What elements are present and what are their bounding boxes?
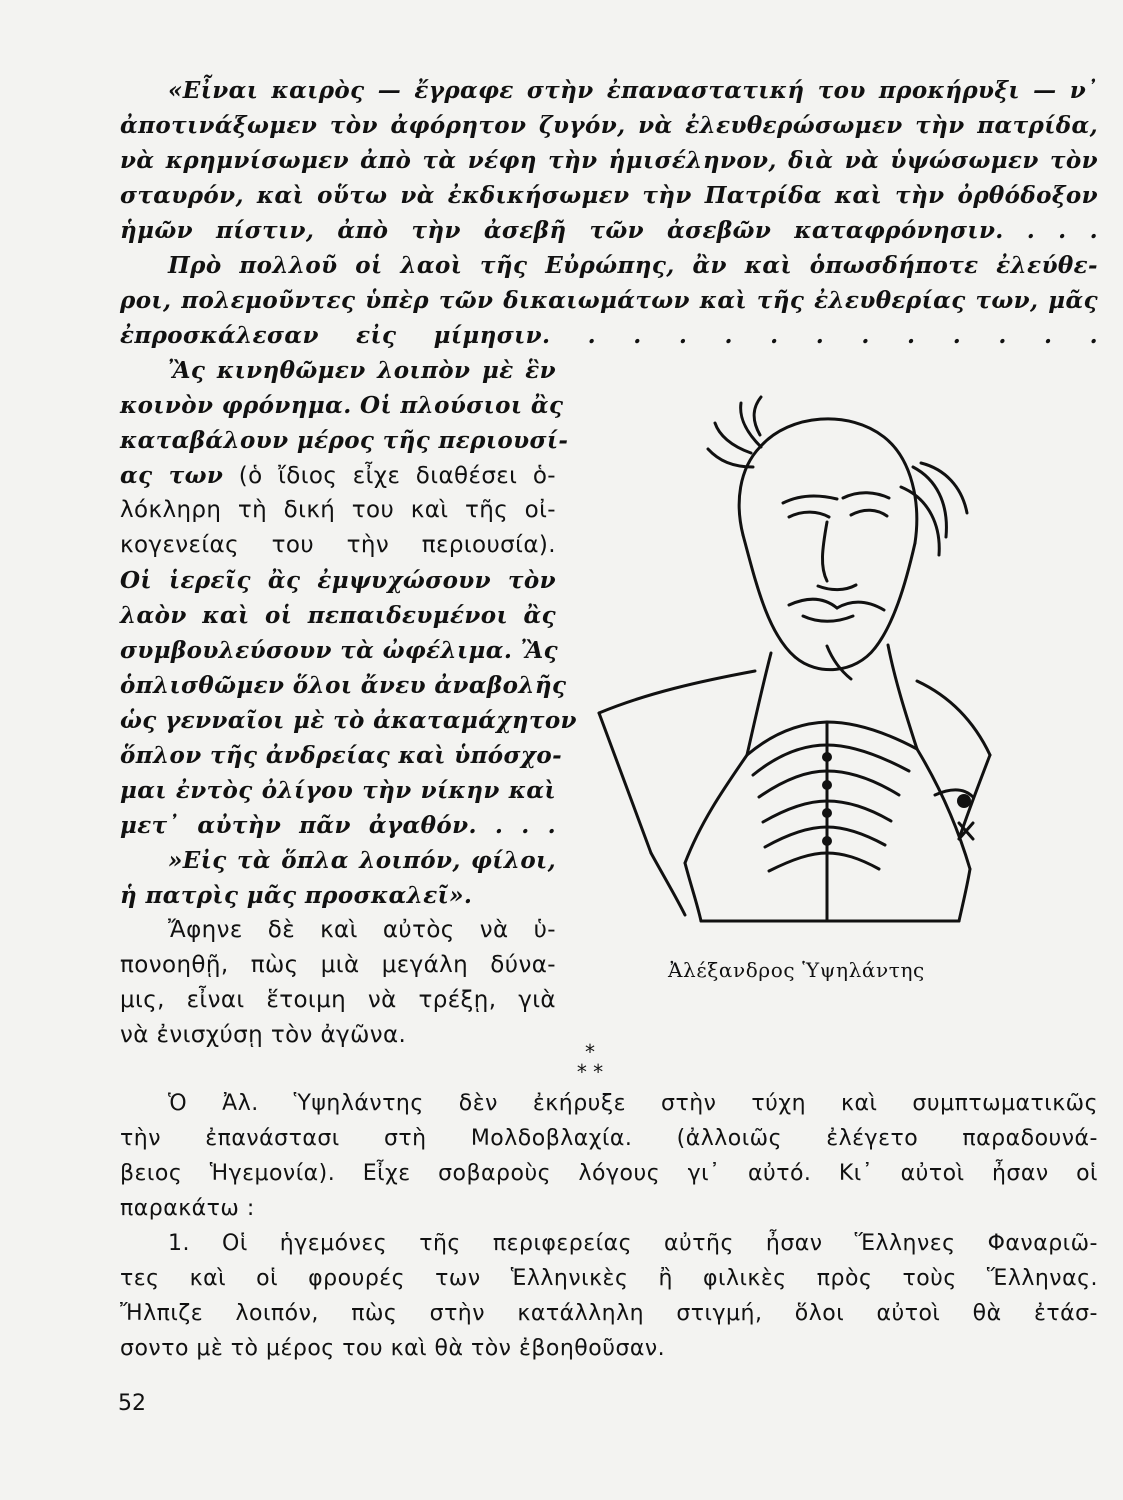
left-line-6: κογενείας του τὴν περιουσία). <box>120 532 556 558</box>
bottom-line-7: Ἤλπιζε λοιπόν, πὼς στὴν κατάλληλη στιγμή, ὅλοι αὐτοὶ θὰ ἐτάσ- <box>120 1301 1098 1326</box>
top-line-7: ροι, πολεμοῦντες ὑπὲρ τῶν δικαιωμάτων καὶ τῆς ἐλευθερίας των, μᾶς <box>120 287 1098 314</box>
bottom-line-1: Ὁ Ἀλ. Ὑψηλάντης δὲν ἐκήρυξε στὴν τύχη καὶ συμπτωματικῶς <box>168 1091 1098 1116</box>
bottom-line-5: 1. Οἱ ἡγεμόνες τῆς περιφερείας αὐτῆς ἦσαν Ἕλληνες Φαναριῶ- <box>168 1231 1098 1256</box>
separator-stars-bottom: * * <box>576 1060 604 1084</box>
top-line-3: νὰ κρημνίσωμεν ἀπὸ τὰ νέφη τὴν ἡμισέληνον, διὰ νὰ ὑψώσωμεν τὸν <box>120 147 1098 174</box>
separator-star-top: * <box>585 1040 595 1064</box>
left-line-17: Ἄφηνε δὲ καὶ αὐτὸς νὰ ὑ- <box>168 917 556 943</box>
left-line-19: μις, εἶναι ἕτοιμη νὰ τρέξῃ, γιὰ <box>120 987 556 1013</box>
left-line-10: ὁπλισθῶμεν ὅλοι ἄνευ ἀναβολῆς <box>120 672 567 699</box>
left-line-4-italic: ας των <box>120 462 224 489</box>
left-line-14: μετ᾽ αὐτὴν πᾶν ἀγαθόν. . . . <box>120 812 556 839</box>
left-line-7: Οἱ ἱερεῖς ἂς ἐμψυχώσουν τὸν <box>120 567 556 594</box>
bottom-line-6: τες καὶ οἱ φρουρές των Ἑλληνικὲς ἢ φιλικὲς πρὸς τοὺς Ἕλληνας. <box>120 1266 1098 1291</box>
top-line-5: ἡμῶν πίστιν, ἀπὸ τὴν ἀσεβῆ τῶν ἀσεβῶν καταφρόνησιν. . . . <box>120 217 1098 244</box>
top-line-1: «Εἶναι καιρὸς — ἔγραφε στὴν ἐπαναστατική του προκήρυξι — ν᾽ <box>168 77 1098 104</box>
left-line-2: κοινὸν φρόνημα. Οἱ πλούσιοι ἂς <box>120 392 564 419</box>
bottom-line-8: σοντο μὲ τὸ μέρος του καὶ θὰ τὸν ἐβοηθοῦσαν. <box>120 1336 666 1361</box>
left-line-1: Ἂς κινηθῶμεν λοιπὸν μὲ ἓν <box>168 357 556 384</box>
top-line-6: Πρὸ πολλοῦ οἱ λαοὶ τῆς Εὐρώπης, ἂν καὶ ὁπωσδήποτε ἐλεύθε- <box>168 252 1098 279</box>
left-line-4 <box>120 464 556 488</box>
portrait-linework <box>599 397 990 921</box>
top-line-8: ἐπροσκάλεσαν εἰς μίμησιν. . . . . . . . . . . . . <box>120 322 1098 349</box>
top-line-4: σταυρόν, καὶ οὕτω νὰ ἐκδικήσωμεν τὴν Πατρίδα καὶ τὴν ὀρθόδοξον <box>120 182 1098 209</box>
left-line-13: μαι ἐντὸς ὀλίγου τὴν νίκην καὶ <box>120 777 556 804</box>
portrait-illustration <box>575 395 995 935</box>
left-line-18: πονοηθῇ, πὼς μιὰ μεγάλη δύνα- <box>120 952 556 978</box>
left-line-11: ὡς γενναῖοι μὲ τὸ ἀκαταμάχητον <box>120 707 577 734</box>
left-line-8: λαὸν καὶ οἱ πεπαιδευμένοι ἂς <box>120 602 556 629</box>
left-line-15: »Εἰς τὰ ὅπλα λοιπόν, φίλοι, <box>168 847 556 874</box>
top-line-2: ἀποτινάξωμεν τὸν ἀφόρητον ζυγόν, νὰ ἐλευθερώσωμεν τὴν πατρίδα, <box>120 112 1098 139</box>
section-separator <box>570 1040 610 1084</box>
left-line-4-upright: (ὁ ἴδιος εἶχε διαθέσει ὁ- <box>223 463 556 489</box>
bottom-line-3: βειος Ἡγεμονία). Εἶχε σοβαροὺς λόγους γι᾽ αὐτό. Κι᾽ αὐτοὶ ἦσαν οἱ <box>120 1161 1098 1186</box>
left-line-12: ὅπλον τῆς ἀνδρείας καὶ ὑπόσχο- <box>120 742 563 769</box>
page-number: 52 <box>118 1391 146 1416</box>
left-line-9: συμβουλεύσουν τὰ ὠφέλιμα. Ἂς <box>120 637 558 664</box>
left-line-5: λόκληρη τὴ δική του καὶ τῆς οἰ- <box>120 497 556 523</box>
bottom-line-4: παρακάτω : <box>120 1196 255 1221</box>
bottom-line-2: τὴν ἐπανάστασι στὴ Μολδοβλαχία. (ἀλλοιῶς ἐλέγετο παραδουνά- <box>120 1126 1098 1151</box>
left-line-20: νὰ ἐνισχύσῃ τὸν ἀγῶνα. <box>120 1022 407 1048</box>
portrait-caption: Ἀλέξανδρος Ὑψηλάντης <box>668 958 925 982</box>
left-line-3: καταβάλουν μέρος τῆς περιουσί- <box>120 427 569 454</box>
left-line-16: ἡ πατρὶς μᾶς προσκαλεῖ». <box>120 882 473 909</box>
